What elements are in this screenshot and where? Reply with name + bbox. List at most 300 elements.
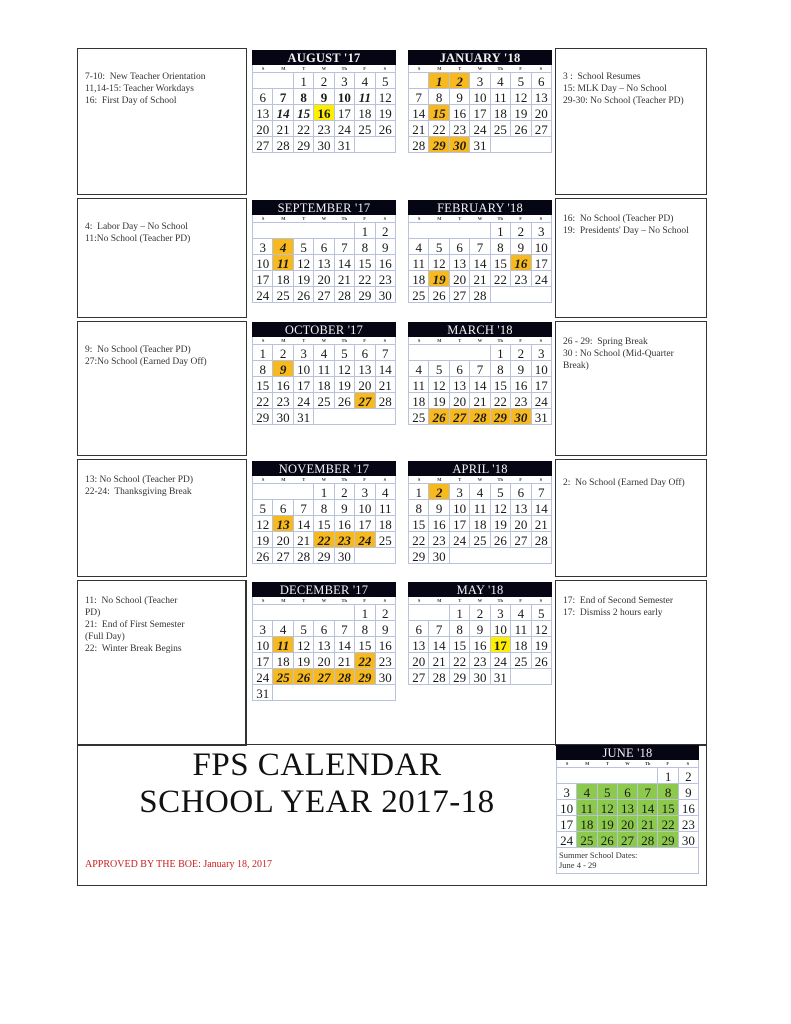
month-title: DECEMBER '17 <box>252 582 396 597</box>
day-cell: 13 <box>314 255 334 271</box>
day-cell: 22 <box>450 653 470 669</box>
day-cell: 7 <box>470 361 490 377</box>
weekday-label: Th <box>497 598 504 603</box>
day-cell: 15 <box>294 105 314 121</box>
day-cell: 23 <box>679 816 699 832</box>
note-line: 29-30: No School (Teacher PD) <box>563 96 684 106</box>
day-grid <box>252 344 396 425</box>
day-cell: 20 <box>511 516 531 532</box>
day-cell: 5 <box>294 621 314 637</box>
day-cell: 28 <box>335 287 355 303</box>
day-cell: 11 <box>470 500 490 516</box>
day-cell: 25 <box>273 669 293 685</box>
day-cell: 6 <box>511 484 531 500</box>
weekday-label: F <box>363 477 366 482</box>
day-cell: 21 <box>335 271 355 287</box>
day-cell: 11 <box>409 377 429 393</box>
day-cell: 23 <box>450 121 470 137</box>
day-cell: 8 <box>314 500 334 516</box>
weekday-label: F <box>519 66 522 71</box>
day-cell: 28 <box>409 137 429 153</box>
day-cell: 4 <box>409 239 429 255</box>
day-cell: 27 <box>511 532 531 548</box>
day-cell: 14 <box>532 500 552 516</box>
day-cell: 17 <box>532 377 552 393</box>
weekday-label: S <box>417 338 421 343</box>
day-cell: 21 <box>409 121 429 137</box>
day-cell: 8 <box>355 239 375 255</box>
day-cell: 19 <box>294 271 314 287</box>
page-title: FPS CALENDAR <box>192 747 442 783</box>
day-cell: 16 <box>314 105 334 121</box>
day-cell: 12 <box>253 516 273 532</box>
day-cell: 1 <box>658 768 678 784</box>
day-grid <box>252 604 396 701</box>
month-title: MARCH '18 <box>408 322 552 337</box>
day-cell: 19 <box>294 653 314 669</box>
day-cell: 7 <box>532 484 552 500</box>
day-cell: 3 <box>450 484 470 500</box>
weekday-label: W <box>477 66 483 71</box>
day-cell: 23 <box>470 653 490 669</box>
summer-school-note <box>556 848 699 874</box>
weekday-header <box>252 476 396 483</box>
day-cell: 10 <box>355 500 375 516</box>
day-cell: 21 <box>294 532 314 548</box>
day-cell: 20 <box>273 532 293 548</box>
weekday-label: W <box>321 477 327 482</box>
day-cell: 8 <box>491 361 511 377</box>
note-line: 11:No School (Teacher PD) <box>85 234 191 244</box>
day-cell: 22 <box>409 532 429 548</box>
day-cell: 5 <box>429 239 449 255</box>
day-cell: 12 <box>429 377 449 393</box>
note-line: 11: No School (Teacher PD) <box>85 596 180 618</box>
weekday-label: W <box>321 598 327 603</box>
day-cell: 18 <box>409 393 429 409</box>
day-cell: 9 <box>679 784 699 800</box>
day-cell: 1 <box>355 223 375 239</box>
day-cell: 5 <box>598 784 618 800</box>
empty-cell <box>273 685 396 701</box>
day-cell: 25 <box>470 532 490 548</box>
day-cell: 14 <box>409 105 429 121</box>
day-cell: 13 <box>409 637 429 653</box>
day-cell: 9 <box>511 361 531 377</box>
day-cell: 27 <box>409 669 429 685</box>
empty-cell <box>409 223 491 239</box>
weekday-label: F <box>519 338 522 343</box>
day-cell: 3 <box>253 621 273 637</box>
day-cell: 15 <box>491 255 511 271</box>
weekday-label: S <box>686 761 690 766</box>
day-cell: 3 <box>335 73 355 89</box>
weekday-label: Th <box>341 598 348 603</box>
day-cell: 30 <box>511 409 531 425</box>
weekday-label: S <box>383 477 387 482</box>
day-cell: 10 <box>557 800 577 816</box>
weekday-header <box>252 337 396 344</box>
calendar-september <box>252 200 396 303</box>
day-cell: 10 <box>470 89 490 105</box>
weekday-label: Th <box>341 66 348 71</box>
empty-cell <box>491 137 552 153</box>
weekday-label: W <box>321 216 327 221</box>
day-cell: 7 <box>294 500 314 516</box>
day-cell: 29 <box>355 287 375 303</box>
weekday-label: F <box>666 761 670 766</box>
calendar-october <box>252 322 396 425</box>
weekday-label: F <box>363 338 366 343</box>
day-cell: 26 <box>511 121 531 137</box>
day-cell: 23 <box>376 653 396 669</box>
day-cell: 8 <box>355 621 375 637</box>
empty-cell <box>409 73 429 89</box>
day-cell: 26 <box>253 548 273 564</box>
day-cell: 16 <box>450 105 470 121</box>
weekday-label: T <box>302 338 306 343</box>
weekday-label: M <box>281 216 286 221</box>
weekday-label: Th <box>497 477 504 482</box>
weekday-label: T <box>605 761 609 766</box>
day-grid <box>252 222 396 303</box>
day-cell: 4 <box>273 621 293 637</box>
note-line: 27:No School (Earned Day Off) <box>85 357 207 367</box>
note-line: 17: End of Second Semester <box>563 596 674 606</box>
note-line: 16: First Day of School <box>85 96 177 106</box>
calendar-november <box>252 461 396 564</box>
day-cell: 19 <box>532 637 552 653</box>
day-cell: 14 <box>273 105 293 121</box>
day-cell: 24 <box>335 121 355 137</box>
day-cell: 13 <box>450 255 470 271</box>
calendar-january <box>408 50 552 153</box>
day-cell: 22 <box>658 816 678 832</box>
weekday-label: M <box>437 477 442 482</box>
day-cell: 29 <box>658 832 678 848</box>
note-line: 17: Dismiss 2 hours early <box>563 608 663 618</box>
day-cell: 23 <box>429 532 449 548</box>
day-cell: 13 <box>253 105 273 121</box>
day-cell: 9 <box>335 500 355 516</box>
weekday-label: M <box>281 477 286 482</box>
day-cell: 5 <box>376 73 396 89</box>
notes-september <box>77 198 247 318</box>
day-cell: 20 <box>450 271 470 287</box>
weekday-label: S <box>261 66 265 71</box>
day-cell: 23 <box>511 393 531 409</box>
day-cell: 21 <box>335 653 355 669</box>
note-line: 9: No School (Teacher PD) <box>85 345 191 355</box>
divider <box>245 580 247 746</box>
day-cell: 9 <box>376 239 396 255</box>
day-cell: 26 <box>491 532 511 548</box>
day-cell: 29 <box>429 137 449 153</box>
day-cell: 27 <box>314 287 334 303</box>
day-cell: 3 <box>532 223 552 239</box>
weekday-label: T <box>458 477 462 482</box>
day-cell: 28 <box>294 548 314 564</box>
empty-cell <box>355 548 396 564</box>
day-cell: 20 <box>532 105 552 121</box>
day-cell: 6 <box>355 345 375 361</box>
day-cell: 6 <box>450 361 470 377</box>
weekday-label: S <box>539 338 543 343</box>
note-line: 15: MLK Day – No School <box>563 84 667 94</box>
day-cell: 18 <box>491 105 511 121</box>
empty-cell <box>253 223 355 239</box>
day-cell: 14 <box>470 255 490 271</box>
day-cell: 29 <box>491 409 511 425</box>
day-cell: 9 <box>273 361 293 377</box>
day-cell: 19 <box>429 393 449 409</box>
day-cell: 5 <box>429 361 449 377</box>
weekday-label: S <box>539 66 543 71</box>
day-cell: 24 <box>294 393 314 409</box>
day-cell: 1 <box>314 484 334 500</box>
day-cell: 2 <box>511 345 531 361</box>
day-cell: 30 <box>273 409 293 425</box>
weekday-label: W <box>321 338 327 343</box>
empty-cell <box>314 409 396 425</box>
month-title: JUNE '18 <box>556 745 699 760</box>
day-cell: 30 <box>470 669 490 685</box>
calendar-february <box>408 200 552 303</box>
day-cell: 4 <box>511 605 531 621</box>
weekday-label: T <box>302 66 306 71</box>
note-line: 22-24: Thanksgiving Break <box>85 487 192 497</box>
month-title: NOVEMBER '17 <box>252 461 396 476</box>
empty-cell <box>409 605 450 621</box>
day-cell: 6 <box>618 784 638 800</box>
day-cell: 1 <box>491 345 511 361</box>
month-title: AUGUST '17 <box>252 50 396 65</box>
day-cell: 7 <box>335 621 355 637</box>
weekday-label: W <box>321 66 327 71</box>
day-cell: 17 <box>557 816 577 832</box>
month-title: JANUARY '18 <box>408 50 552 65</box>
day-grid <box>408 483 552 564</box>
day-cell: 28 <box>429 669 449 685</box>
day-cell: 31 <box>253 685 273 701</box>
day-cell: 26 <box>294 669 314 685</box>
day-cell: 20 <box>314 271 334 287</box>
day-cell: 22 <box>314 532 334 548</box>
day-cell: 11 <box>314 361 334 377</box>
day-cell: 2 <box>376 605 396 621</box>
day-cell: 25 <box>314 393 334 409</box>
weekday-label: Th <box>341 338 348 343</box>
day-cell: 10 <box>253 255 273 271</box>
weekday-header <box>252 215 396 222</box>
calendar-june <box>556 745 699 874</box>
day-cell: 10 <box>450 500 470 516</box>
day-cell: 18 <box>376 516 396 532</box>
day-cell: 27 <box>532 121 552 137</box>
day-cell: 7 <box>409 89 429 105</box>
day-cell: 18 <box>273 271 293 287</box>
day-cell: 22 <box>355 271 375 287</box>
day-cell: 4 <box>491 73 511 89</box>
day-cell: 3 <box>557 784 577 800</box>
day-cell: 10 <box>532 239 552 255</box>
day-cell: 7 <box>638 784 658 800</box>
day-cell: 1 <box>491 223 511 239</box>
day-cell: 7 <box>470 239 490 255</box>
weekday-label: Th <box>497 338 504 343</box>
calendar-march <box>408 322 552 425</box>
day-cell: 30 <box>335 548 355 564</box>
day-cell: 21 <box>638 816 658 832</box>
note-line: 4: Labor Day – No School <box>85 222 188 232</box>
day-cell: 24 <box>491 653 511 669</box>
weekday-label: S <box>565 761 569 766</box>
day-grid <box>408 604 552 685</box>
day-cell: 17 <box>470 105 490 121</box>
day-cell: 14 <box>376 361 396 377</box>
weekday-label: M <box>437 216 442 221</box>
day-cell: 30 <box>450 137 470 153</box>
calendar-page <box>77 48 707 886</box>
day-cell: 19 <box>598 816 618 832</box>
day-cell: 4 <box>577 784 597 800</box>
day-cell: 23 <box>511 271 531 287</box>
day-cell: 18 <box>409 271 429 287</box>
day-cell: 28 <box>273 137 293 153</box>
day-grid <box>252 483 396 564</box>
weekday-label: T <box>302 216 306 221</box>
day-cell: 21 <box>273 121 293 137</box>
day-cell: 4 <box>273 239 293 255</box>
day-cell: 22 <box>491 393 511 409</box>
day-cell: 18 <box>470 516 490 532</box>
day-cell: 6 <box>253 89 273 105</box>
day-cell: 8 <box>658 784 678 800</box>
day-cell: 12 <box>429 255 449 271</box>
day-cell: 13 <box>355 361 375 377</box>
day-cell: 16 <box>511 377 531 393</box>
day-cell: 10 <box>532 361 552 377</box>
day-cell: 18 <box>355 105 375 121</box>
empty-cell <box>511 669 552 685</box>
weekday-header <box>408 337 552 344</box>
day-cell: 30 <box>314 137 334 153</box>
day-cell: 20 <box>355 377 375 393</box>
day-cell: 5 <box>253 500 273 516</box>
weekday-label: T <box>458 338 462 343</box>
note-line: 13: No School (Teacher PD) <box>85 475 194 485</box>
weekday-label: S <box>261 598 265 603</box>
day-cell: 11 <box>491 89 511 105</box>
note-line: 22: Winter Break Begins <box>85 644 182 654</box>
weekday-label: S <box>383 66 387 71</box>
weekday-label: S <box>539 598 543 603</box>
weekday-header <box>252 65 396 72</box>
day-cell: 24 <box>253 287 273 303</box>
month-title: FEBRUARY '18 <box>408 200 552 215</box>
note-line: Summer School Dates: <box>559 850 638 860</box>
day-cell: 7 <box>335 239 355 255</box>
day-cell: 11 <box>273 255 293 271</box>
day-cell: 19 <box>253 532 273 548</box>
day-cell: 24 <box>532 393 552 409</box>
day-cell: 10 <box>294 361 314 377</box>
calendar-august <box>252 50 396 153</box>
day-cell: 13 <box>273 516 293 532</box>
weekday-label: S <box>383 216 387 221</box>
day-cell: 22 <box>491 271 511 287</box>
day-cell: 24 <box>532 271 552 287</box>
weekday-label: Th <box>341 477 348 482</box>
day-cell: 19 <box>429 271 449 287</box>
day-cell: 31 <box>532 409 552 425</box>
day-cell: 8 <box>429 89 449 105</box>
day-cell: 17 <box>335 105 355 121</box>
day-cell: 12 <box>532 621 552 637</box>
day-cell: 25 <box>491 121 511 137</box>
day-cell: 8 <box>450 621 470 637</box>
note-line: June 4 - 29 <box>559 860 597 870</box>
day-cell: 27 <box>253 137 273 153</box>
day-cell: 20 <box>253 121 273 137</box>
day-cell: 27 <box>273 548 293 564</box>
day-cell: 2 <box>335 484 355 500</box>
day-cell: 25 <box>511 653 531 669</box>
day-cell: 28 <box>638 832 658 848</box>
day-cell: 31 <box>294 409 314 425</box>
day-cell: 16 <box>470 637 490 653</box>
notes-january <box>555 48 707 195</box>
day-cell: 25 <box>273 287 293 303</box>
day-grid <box>252 72 396 153</box>
day-cell: 4 <box>470 484 490 500</box>
day-cell: 12 <box>294 637 314 653</box>
page-subtitle: SCHOOL YEAR 2017-18 <box>139 784 495 820</box>
day-cell: 19 <box>335 377 355 393</box>
day-cell: 2 <box>511 223 531 239</box>
note-line: 19: Presidents' Day – No School <box>563 226 689 236</box>
day-cell: 6 <box>532 73 552 89</box>
weekday-label: Th <box>497 66 504 71</box>
day-cell: 27 <box>314 669 334 685</box>
day-cell: 2 <box>429 484 449 500</box>
day-cell: 25 <box>355 121 375 137</box>
day-cell: 9 <box>450 89 470 105</box>
month-title: MAY '18 <box>408 582 552 597</box>
note-line: 7-10: New Teacher Orientation <box>85 72 206 82</box>
day-cell: 5 <box>294 239 314 255</box>
day-cell: 25 <box>577 832 597 848</box>
day-cell: 1 <box>450 605 470 621</box>
day-cell: 12 <box>491 500 511 516</box>
weekday-label: T <box>458 66 462 71</box>
day-cell: 19 <box>491 516 511 532</box>
day-cell: 23 <box>314 121 334 137</box>
weekday-label: S <box>261 477 265 482</box>
day-cell: 6 <box>273 500 293 516</box>
weekday-label: F <box>363 216 366 221</box>
day-cell: 11 <box>577 800 597 816</box>
day-cell: 16 <box>511 255 531 271</box>
calendar-may <box>408 582 552 685</box>
day-cell: 4 <box>314 345 334 361</box>
month-title: SEPTEMBER '17 <box>252 200 396 215</box>
day-cell: 26 <box>429 409 449 425</box>
day-cell: 4 <box>376 484 396 500</box>
day-cell: 14 <box>638 800 658 816</box>
day-cell: 9 <box>376 621 396 637</box>
day-cell: 29 <box>355 669 375 685</box>
